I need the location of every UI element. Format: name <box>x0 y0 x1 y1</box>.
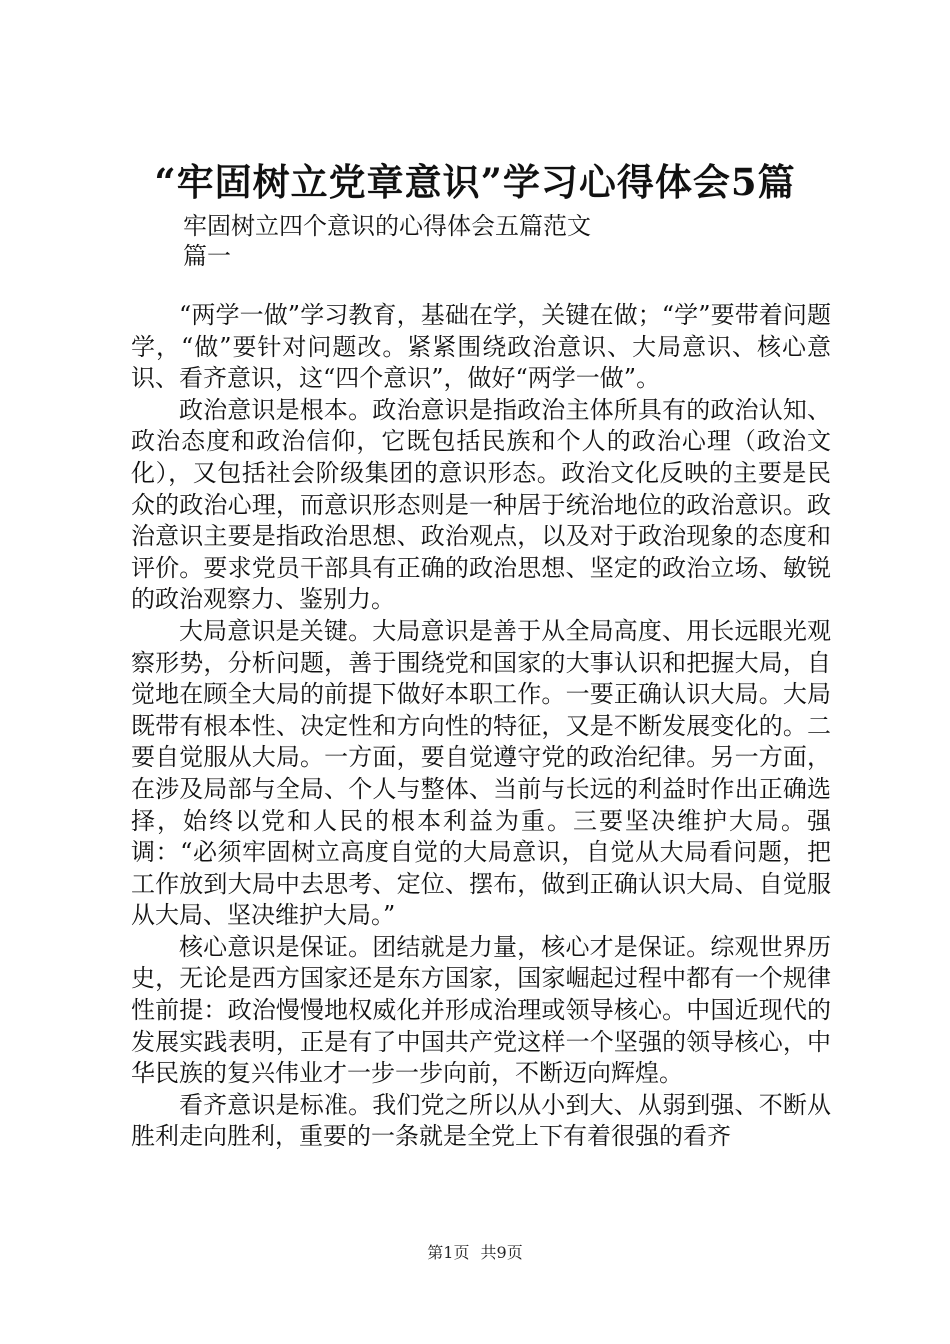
paragraph: “两学一做”学习教育，基础在学，关键在做；“学”要带着问题学，“做”要针对问题改。紧紧围绕政治意识、大局意识、核心意识、看齐意识，这“四个意识”，做好“两学一做”。 <box>131 301 831 393</box>
paragraph: 核心意识是保证。团结就是力量，核心才是保证。综观世界历史，无论是西方国家还是东方国家，国家崛起过程中都有一个规律性前提：政治慢慢地权威化并形成治理或领导核心。中国近现代的发展实践表明，正是有了中国共产党这样一个坚强的领导核心，中华民族的复兴伟业才一步一步向前，不断迈向辉煌。 <box>131 932 831 1088</box>
page-number: 第1页 <box>427 1243 470 1262</box>
document-title: “牢固树立党章意识”学习心得体会5篇 <box>154 160 796 204</box>
document-subtitle: 牢固树立四个意识的心得体会五篇范文 <box>183 212 591 240</box>
paragraph: 政治意识是根本。政治意识是指政治主体所具有的政治认知、政治态度和政治信仰，它既包括民族和个人的政治心理（政治文化），又包括社会阶级集团的意识形态。政治文化反映的主要是民众的政治心理，而意识形态则是一种居于统治地位的政治意识。政治意识主要是指政治思想、政治观点，以及对于政治现象的态度和评价。要求党员干部具有正确的政治思想、坚定的政治立场、敏锐的政治观察力、鉴别力。 <box>131 395 831 614</box>
paragraph: 大局意识是关键。大局意识是善于从全局高度、用长远眼光观察形势，分析问题，善于围绕党和国家的大事认识和把握大局，自觉地在顾全大局的前提下做好本职工作。一要正确认识大局。大局既带有根本性、决定性和方向性的特征，又是不断发展变化的。二要自觉服从大局。一方面，要自觉遵守党的政治纪律。另一方面，在涉及局部与全局、个人与整体、当前与长远的利益时作出正确选择，始终以党和人民的根本利益为重。三要坚决维护大局。强调：“必须牢固树立高度自觉的大局意识，自觉从大局看问题，把工作放到大局中去思考、定位、摆布，做到正确认识大局、自觉服从大局、坚决维护大局。” <box>131 616 831 930</box>
paragraph: 看齐意识是标准。我们党之所以从小到大、从弱到强、不断从胜利走向胜利，重要的一条就是全党上下有着很强的看齐 <box>131 1090 831 1151</box>
page-footer <box>0 1242 950 1264</box>
section-label: 篇一 <box>183 242 231 270</box>
document-body <box>131 300 831 1153</box>
page-total: 共9页 <box>480 1243 523 1262</box>
